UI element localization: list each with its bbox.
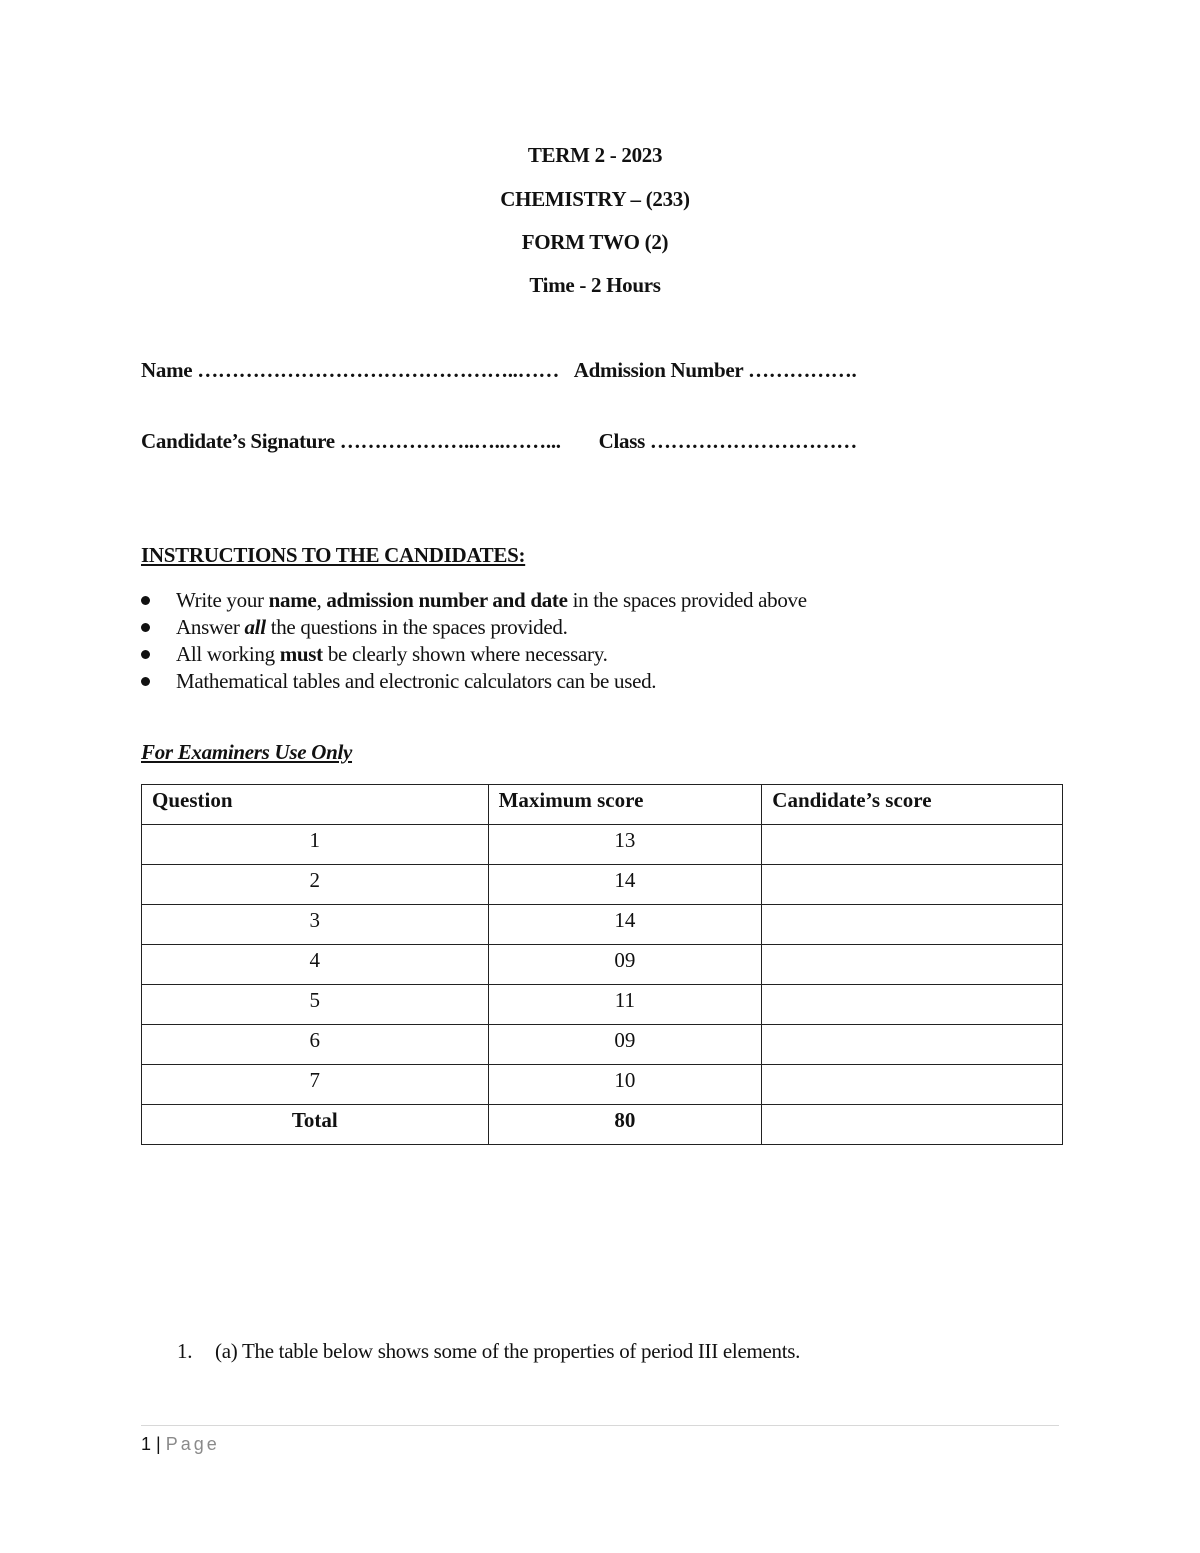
bullet-icon: [141, 677, 150, 686]
max-score-cell: 14: [488, 905, 762, 945]
total-label-cell: Total: [142, 1105, 489, 1145]
page-word: Page: [165, 1434, 220, 1454]
name-field[interactable]: Name ………………………………………..……: [141, 358, 560, 382]
max-score-cell: 09: [488, 945, 762, 985]
signature-class-row: [141, 429, 857, 454]
bullet-icon: [141, 596, 150, 605]
column-header-max-score: Maximum score: [488, 785, 762, 825]
max-score-cell: 10: [488, 1065, 762, 1105]
name-admission-row: [141, 358, 856, 383]
candidate-score-cell[interactable]: [762, 865, 1063, 905]
candidate-score-cell[interactable]: [762, 905, 1063, 945]
candidate-score-cell[interactable]: [762, 985, 1063, 1025]
column-header-candidate-score: Candidate’s score: [762, 785, 1063, 825]
candidate-score-cell[interactable]: [762, 1025, 1063, 1065]
question-cell: 4: [142, 945, 489, 985]
instructions-list: [141, 587, 807, 695]
question-cell: 3: [142, 905, 489, 945]
form-heading: FORM TWO (2): [521, 230, 669, 254]
table-row: [142, 865, 1063, 905]
subject-heading: CHEMISTRY – (233): [500, 187, 690, 211]
list-item: Mathematical tables and electronic calculators can be used.: [141, 668, 807, 695]
total-row: [142, 1105, 1063, 1145]
list-item: Answer all the questions in the spaces provided.: [141, 614, 807, 641]
candidate-score-cell[interactable]: [762, 945, 1063, 985]
max-score-cell: 13: [488, 825, 762, 865]
candidate-score-cell[interactable]: [762, 825, 1063, 865]
term-heading: TERM 2 - 2023: [527, 143, 663, 167]
question-cell: 1: [142, 825, 489, 865]
footer-divider: [141, 1425, 1059, 1426]
table-row: [142, 985, 1063, 1025]
table-row: [142, 1065, 1063, 1105]
total-score-cell[interactable]: [762, 1105, 1063, 1145]
signature-field[interactable]: Candidate’s Signature ………………..…..……...: [141, 429, 561, 453]
list-item: Write your name, admission number and date in the spaces provided above: [141, 587, 807, 614]
question-cell: 2: [142, 865, 489, 905]
question-text: (a) The table below shows some of the properties of period III elements.: [215, 1339, 801, 1363]
question-number: 1.: [177, 1339, 193, 1363]
max-score-cell: 11: [488, 985, 762, 1025]
column-header-question: Question: [142, 785, 489, 825]
table-row: [142, 945, 1063, 985]
page-number: 1: [141, 1434, 152, 1454]
table-row: [142, 825, 1063, 865]
score-table: [141, 784, 1063, 1145]
question-cell: 7: [142, 1065, 489, 1105]
admission-number-field[interactable]: Admission Number …………….: [573, 358, 857, 382]
table-row: [142, 1025, 1063, 1065]
question-cell: 5: [142, 985, 489, 1025]
table-header-row: [142, 785, 1063, 825]
time-heading: Time - 2 Hours: [529, 273, 661, 297]
footer-separator: |: [156, 1434, 161, 1454]
max-score-cell: 14: [488, 865, 762, 905]
bullet-icon: [141, 623, 150, 632]
examiners-use-label: For Examiners Use Only: [141, 740, 353, 764]
list-item: All working must be clearly shown where necessary.: [141, 641, 807, 668]
page-footer: [141, 1434, 220, 1455]
question-1: [177, 1339, 800, 1364]
table-row: [142, 905, 1063, 945]
class-field[interactable]: Class …………………………: [598, 429, 857, 453]
candidate-score-cell[interactable]: [762, 1065, 1063, 1105]
question-cell: 6: [142, 1025, 489, 1065]
instructions-title: INSTRUCTIONS TO THE CANDIDATES:: [141, 543, 526, 567]
total-max-cell: 80: [488, 1105, 762, 1145]
max-score-cell: 09: [488, 1025, 762, 1065]
bullet-icon: [141, 650, 150, 659]
